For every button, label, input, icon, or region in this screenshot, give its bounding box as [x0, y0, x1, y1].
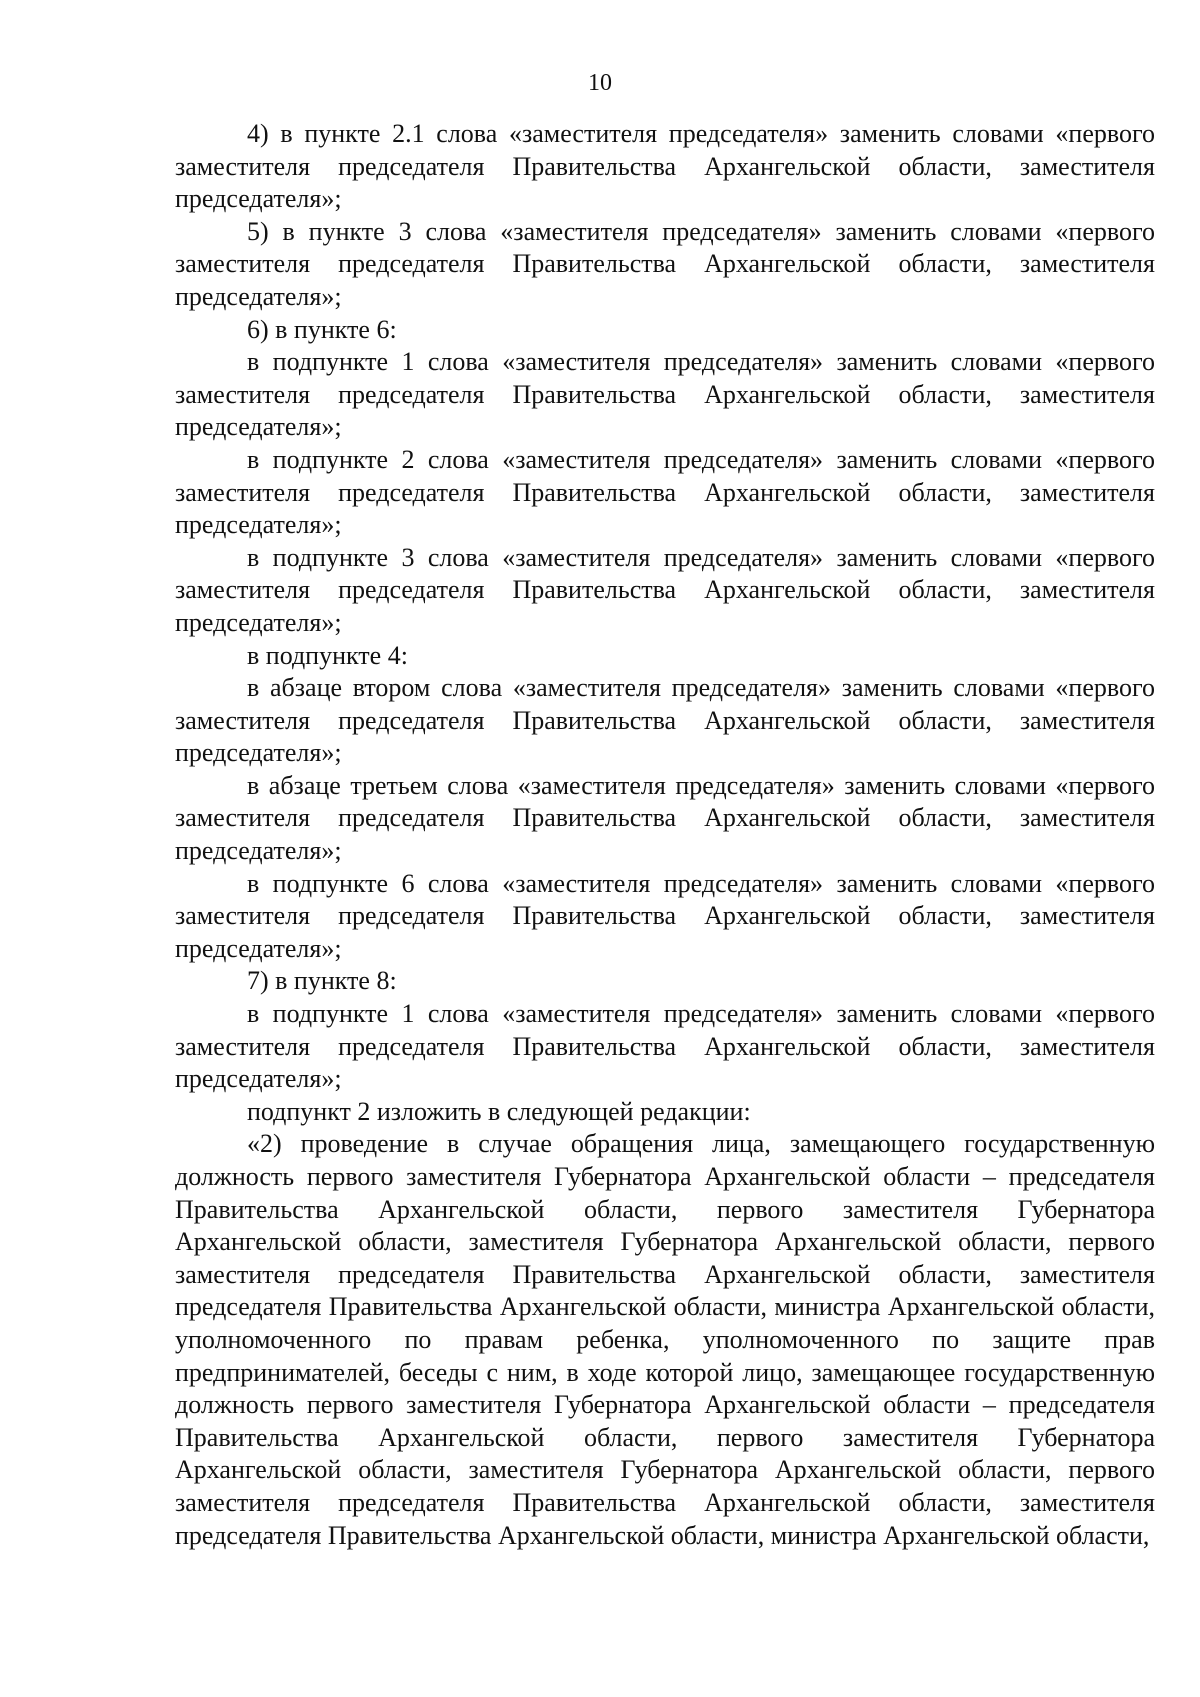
paragraph-item-6: 6) в пункте 6:: [247, 314, 397, 344]
paragraph-subitem-8-2-intro: подпункт 2 изложить в следующей редакции:: [247, 1096, 751, 1126]
document-body: [175, 118, 1155, 1552]
paragraph-subitem-6-6: в подпункте 6 слова «заместителя председателя» заменить словами «первого заместителя председателя Правительства Архангельской области, заместителя председателя»;: [175, 868, 1155, 963]
paragraph-subitem-8-1: в подпункте 1 слова «заместителя председателя» заменить словами «первого заместителя председателя Правительства Архангельской области, заместителя председателя»;: [175, 999, 1155, 1094]
paragraph-subitem-6-4-abz-2: в абзаце втором слова «заместителя председателя» заменить словами «первого заместителя председателя Правительства Архангельской области, заместителя председателя»;: [175, 673, 1155, 768]
paragraph-subitem-6-3: в подпункте 3 слова «заместителя председателя» заменить словами «первого заместителя председателя Правительства Архангельской области, заместителя председателя»;: [175, 542, 1155, 637]
paragraph-subitem-8-2-text: «2) проведение в случае обращения лица, замещающего государственную должность первого заместителя Губернатора Архангельской области – председателя Правительства Архангельской области, первого заместителя Губернатора Архангельской области, заместителя Губернатора Архангельской области, первого заместителя председателя Правительства Архангельской области, заместителя председателя Правительства Архангельской области, министра Архангельской области, уполномоченного по правам ребенка, уполномоченного по защите прав предпринимателей, беседы с ним, в ходе которой лицо, замещающее государственную должность первого заместителя Губернатора Архангельской области – председателя Правительства Архангельской области, первого заместителя Губернатора Архангельской области, заместителя Губернатора Архангельской области, первого заместителя председателя Правительства Архангельской области, заместителя председателя Правительства Архангельской области, министра Архангельской области,: [175, 1129, 1155, 1550]
paragraph-item-4: 4) в пункте 2.1 слова «заместителя председателя» заменить словами «первого заместителя председателя Правительства Архангельской области, заместителя председателя»;: [175, 119, 1155, 214]
paragraph-subitem-6-1: в подпункте 1 слова «заместителя председателя» заменить словами «первого заместителя председателя Правительства Архангельской области, заместителя председателя»;: [175, 347, 1155, 442]
page-number: 10: [588, 70, 612, 96]
paragraph-item-5: 5) в пункте 3 слова «заместителя председателя» заменить словами «первого заместителя председателя Правительства Архангельской области, заместителя председателя»;: [175, 216, 1155, 311]
paragraph-subitem-6-2: в подпункте 2 слова «заместителя председателя» заменить словами «первого заместителя председателя Правительства Архангельской области, заместителя председателя»;: [175, 444, 1155, 540]
paragraph-subitem-6-4: в подпункте 4:: [247, 640, 408, 670]
paragraph-item-7: 7) в пункте 8:: [247, 966, 397, 996]
paragraph-subitem-6-4-abz-3: в абзаце третьем слова «заместителя председателя» заменить словами «первого заместителя председателя Правительства Архангельской области, заместителя председателя»;: [175, 770, 1155, 866]
